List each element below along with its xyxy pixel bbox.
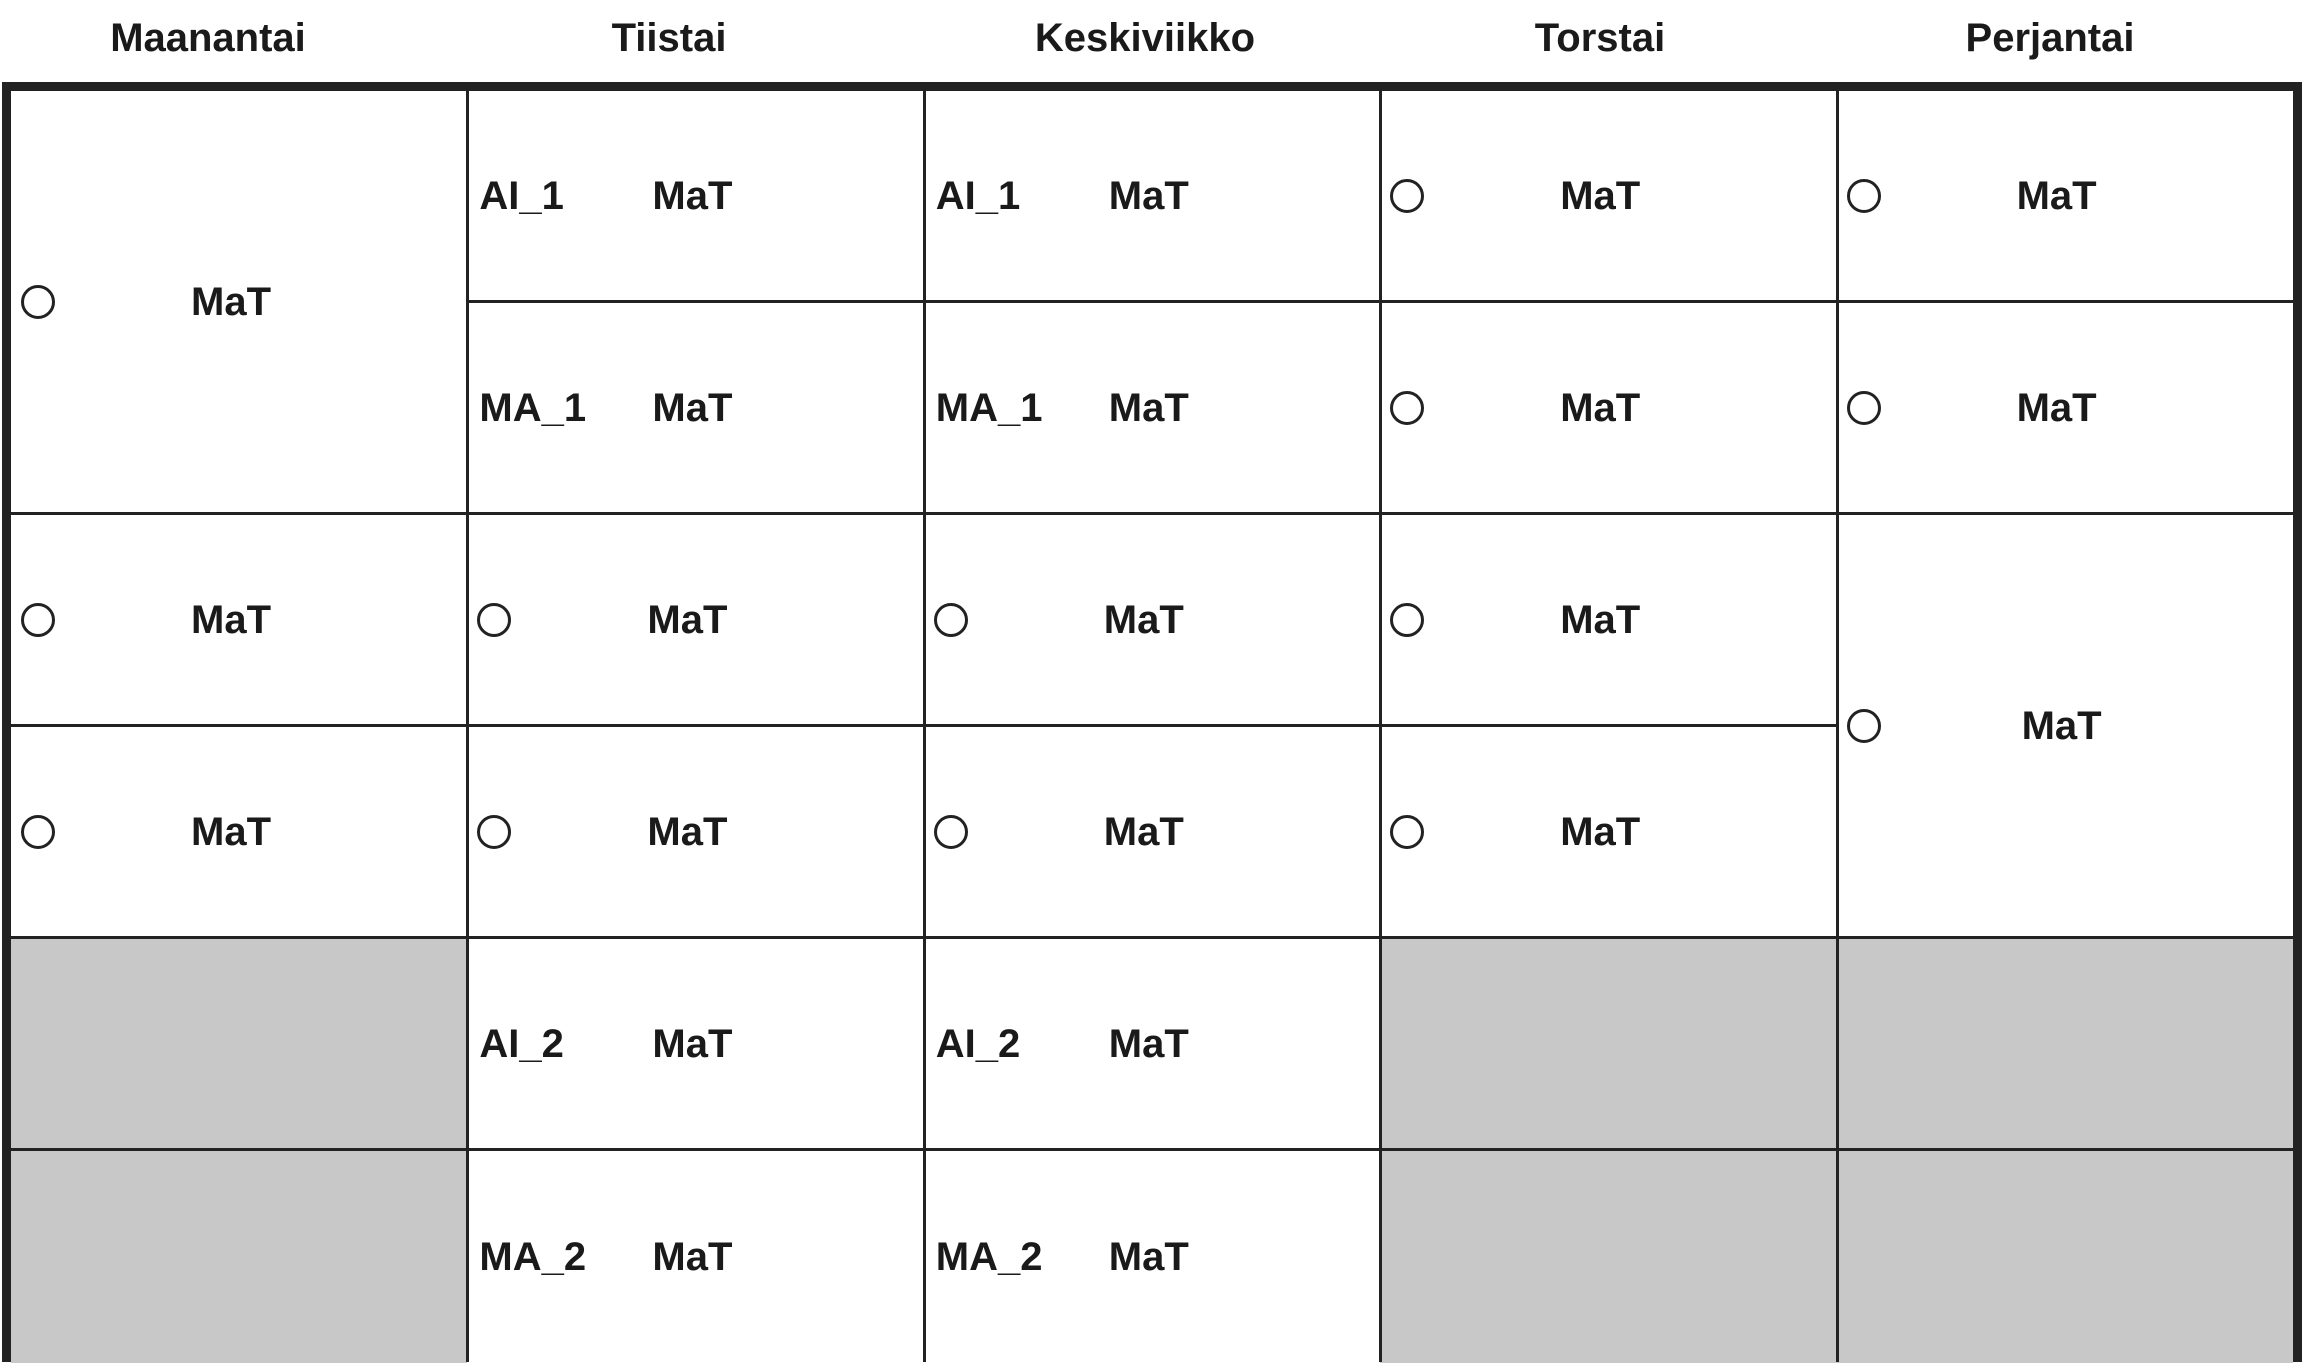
day-header-tiistai: Tiistai — [611, 16, 727, 60]
subject-label: MaT — [1108, 1021, 1189, 1066]
day-header-keskiviikko: Keskiviikko — [1034, 16, 1256, 60]
select-radio[interactable] — [1390, 815, 1424, 849]
select-radio[interactable] — [21, 285, 55, 319]
subject-label: MaT — [652, 385, 733, 430]
empty-slot — [11, 1151, 467, 1363]
lesson-slot[interactable] — [467, 939, 923, 1151]
empty-slot — [11, 939, 467, 1151]
lesson-slot[interactable] — [1837, 91, 2293, 303]
subject-label: MaT — [1560, 385, 1641, 430]
lesson-slot[interactable] — [1837, 303, 2293, 515]
subject-label: MaT — [652, 173, 733, 218]
lesson-slot[interactable] — [467, 727, 923, 939]
column-divider — [466, 91, 469, 1362]
course-code: MA_2 — [479, 1235, 587, 1279]
subject-label: MaT — [191, 809, 271, 854]
lesson-slot[interactable] — [924, 303, 1380, 515]
select-radio[interactable] — [934, 815, 968, 849]
day-column-torstai — [1380, 91, 1836, 1362]
lesson-slot[interactable] — [924, 515, 1380, 727]
day-header-torstai: Torstai — [1534, 16, 1666, 60]
lesson-slot[interactable] — [1380, 303, 1836, 515]
subject-label: MaT — [1560, 809, 1641, 854]
lesson-slot[interactable] — [11, 91, 467, 515]
select-radio[interactable] — [21, 603, 55, 637]
day-column-maanantai — [11, 91, 467, 1362]
lesson-slot[interactable] — [1380, 515, 1836, 727]
empty-slot — [1837, 1151, 2293, 1363]
subject-label: MaT — [2016, 385, 2097, 430]
lesson-slot[interactable] — [924, 727, 1380, 939]
empty-slot — [1380, 1151, 1836, 1363]
lesson-slot[interactable] — [11, 515, 467, 727]
column-divider — [1379, 91, 1382, 1362]
subject-label: MaT — [652, 1021, 733, 1066]
select-radio[interactable] — [1390, 179, 1424, 213]
lesson-slot[interactable] — [924, 939, 1380, 1151]
day-column-perjantai — [1837, 91, 2293, 1362]
day-column-keskiviikko — [924, 91, 1380, 1362]
empty-slot — [1837, 939, 2293, 1151]
lesson-slot[interactable] — [467, 1151, 923, 1363]
select-radio[interactable] — [1390, 391, 1424, 425]
lesson-slot[interactable] — [11, 727, 467, 939]
course-code: AI_2 — [479, 1021, 564, 1066]
empty-slot — [1380, 939, 1836, 1151]
select-radio[interactable] — [934, 603, 968, 637]
lesson-slot[interactable] — [1380, 727, 1836, 939]
course-code: AI_2 — [935, 1021, 1021, 1066]
lesson-slot[interactable] — [924, 1151, 1380, 1363]
subject-label: MaT — [647, 809, 728, 854]
subject-label: MaT — [647, 597, 728, 642]
column-divider — [923, 91, 926, 1362]
select-radio[interactable] — [477, 815, 511, 849]
subject-label: MaT — [1560, 597, 1641, 642]
subject-label: MaT — [1103, 809, 1184, 854]
select-radio[interactable] — [1847, 179, 1881, 213]
course-code: MA_1 — [479, 385, 587, 430]
course-code: AI_1 — [479, 173, 564, 218]
weekly-schedule-grid — [2, 82, 2302, 1362]
subject-label: MaT — [1108, 385, 1189, 430]
column-divider — [1836, 91, 1839, 1362]
subject-label: MaT — [2016, 173, 2097, 218]
subject-label: MaT — [1108, 173, 1189, 218]
subject-label: MaT — [1560, 173, 1641, 218]
course-code: AI_1 — [935, 173, 1021, 218]
select-radio[interactable] — [1390, 603, 1424, 637]
day-header-perjantai: Perjantai — [1965, 16, 2135, 60]
select-radio[interactable] — [1847, 709, 1881, 743]
subject-label: MaT — [1103, 597, 1184, 642]
select-radio[interactable] — [1847, 391, 1881, 425]
subject-label: MaT — [2021, 703, 2102, 748]
lesson-slot[interactable] — [467, 303, 923, 515]
day-header-maanantai: Maanantai — [110, 16, 306, 60]
course-code: MA_1 — [935, 385, 1043, 430]
lesson-slot[interactable] — [1837, 515, 2293, 939]
subject-label: MaT — [652, 1235, 733, 1279]
subject-label: MaT — [1108, 1235, 1189, 1279]
lesson-slot[interactable] — [467, 91, 923, 303]
select-radio[interactable] — [21, 815, 55, 849]
day-column-tiistai — [467, 91, 923, 1362]
lesson-slot[interactable] — [924, 91, 1380, 303]
select-radio[interactable] — [477, 603, 511, 637]
lesson-slot[interactable] — [1380, 91, 1836, 303]
subject-label: MaT — [191, 279, 271, 324]
lesson-slot[interactable] — [467, 515, 923, 727]
subject-label: MaT — [191, 597, 271, 642]
course-code: MA_2 — [935, 1235, 1043, 1279]
